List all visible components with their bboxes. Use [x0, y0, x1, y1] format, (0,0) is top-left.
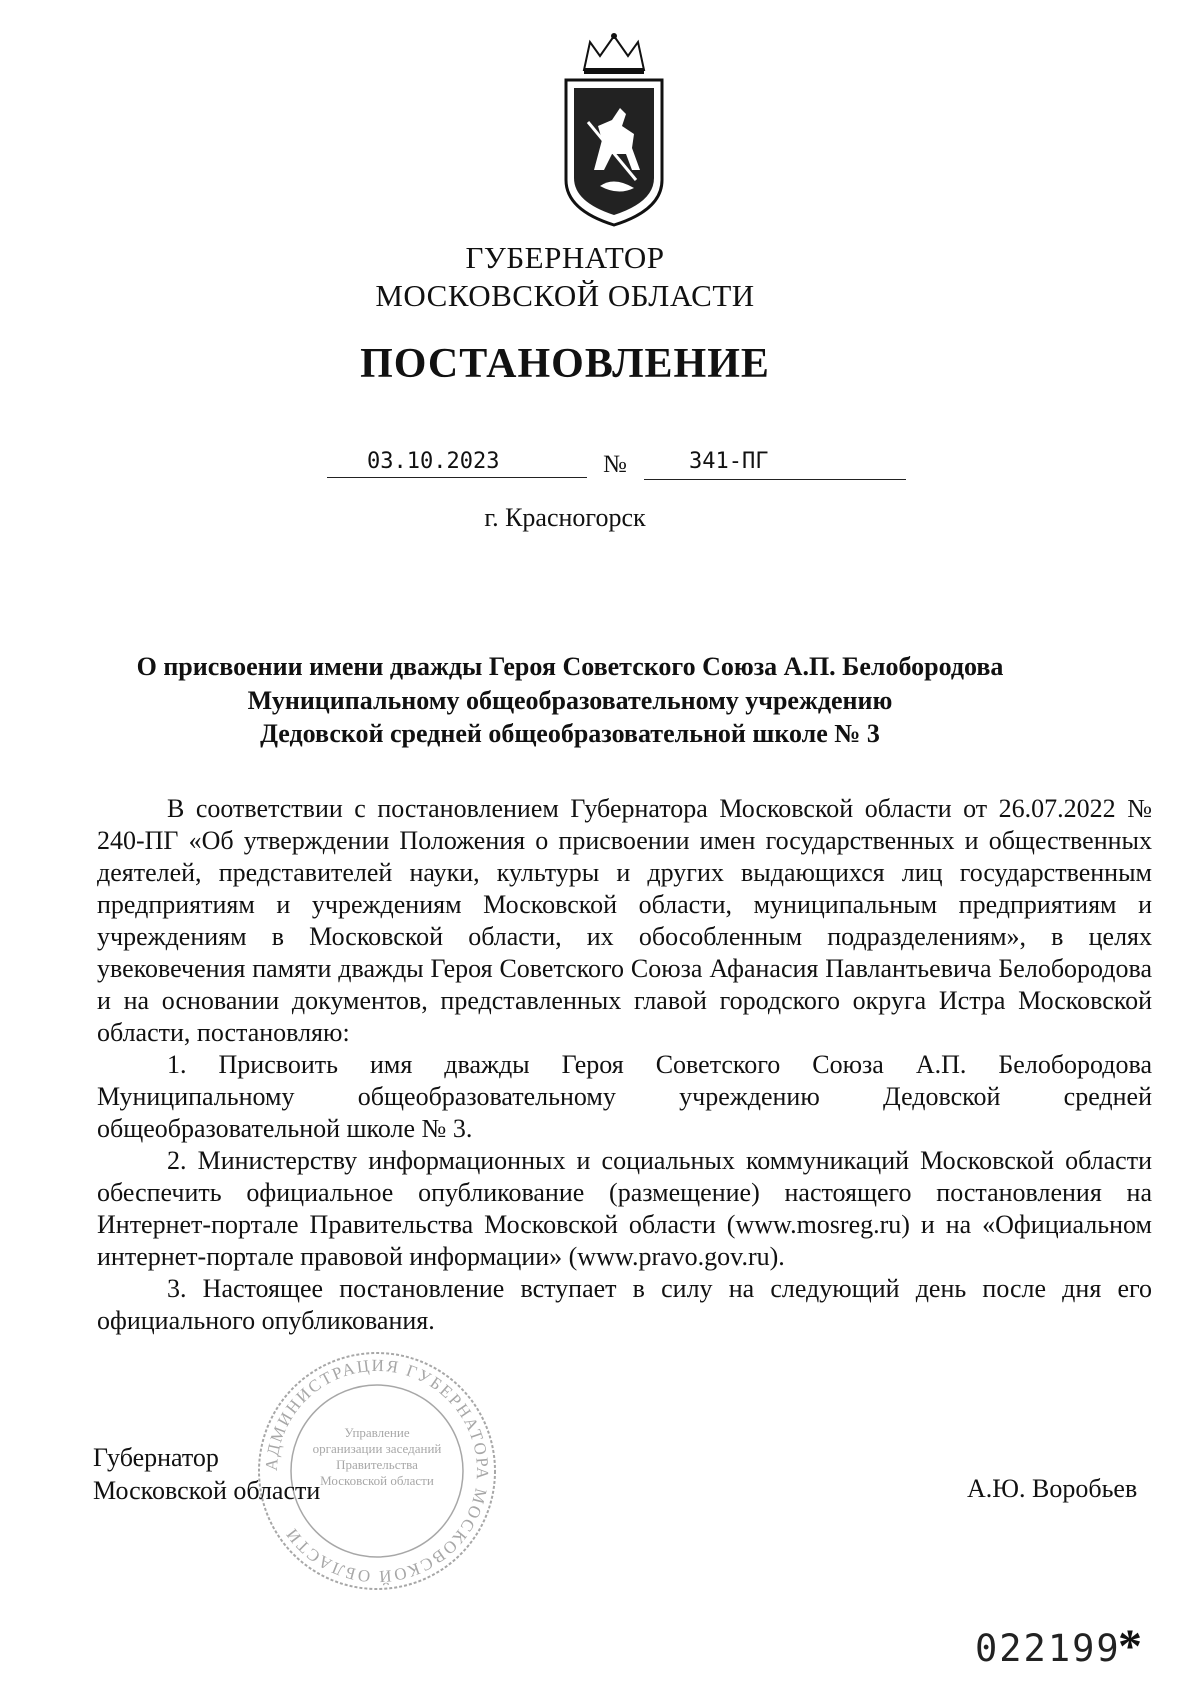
subject-line-2: Муниципальному общеобразовательному учреждению — [247, 686, 893, 715]
coat-of-arms-icon — [554, 30, 674, 230]
item-2-paragraph: 2. Министерству информационных и социальных коммуникаций Московской области обеспечить официальное опубликование (размещение) настоящего постановления на Интернет-портале Правительства Московской области (www.mosreg.ru) и на «Официальном интернет-портале правовой информации» (www.pravo.gov.ru). — [97, 1146, 1152, 1271]
serial-number: 022199 — [975, 1627, 1121, 1670]
date-underline — [327, 477, 587, 478]
issuer-line-2: МОСКОВСКОЙ ОБЛАСТИ — [375, 278, 755, 313]
number-sign: № — [603, 451, 627, 478]
document-date: 03.10.2023 — [367, 449, 500, 474]
signatory-title-line-2: Московской области — [93, 1476, 321, 1505]
signatory-title — [93, 1441, 320, 1507]
number-underline — [644, 479, 906, 480]
signatory-name: А.Ю. Воробьев — [967, 1474, 1138, 1503]
seal-outer-text: АДМИНИСТРАЦИЯ ГУБЕРНАТОРА МОСКОВСКОЙ ОБЛАСТИ — [261, 1355, 493, 1587]
subject-line-1: О присвоении имени дважды Героя Советского Союза А.П. Белобородова — [136, 652, 1004, 681]
document-type-heading: ПОСТАНОВЛЕНИЕ — [360, 341, 770, 387]
issuer-line-1: ГУБЕРНАТОР — [465, 240, 665, 275]
document-body — [97, 793, 1152, 1337]
place-of-issue: г. Красногорск — [484, 503, 646, 532]
signatory-title-line-1: Губернатор — [93, 1443, 219, 1472]
subject-line-3: Дедовской средней общеобразовательной школе № 3 — [260, 719, 880, 748]
item-1-paragraph: 1. Присвоить имя дважды Героя Советского Союза А.П. Белобородова Муниципальному общеобразовательному учреждению Дедовской средней общеобразовательной школе № 3. — [97, 1050, 1152, 1143]
document-number: 341-ПГ — [689, 449, 769, 474]
asterisk-mark: * — [1118, 1620, 1142, 1673]
preamble-paragraph: В соответствии с постановлением Губернатора Московской области от 26.07.2022 № 240-ПГ «Об утверждении Положения о присвоении имен государственных и общественных деятелей, представителей науки, культуры и других выдающихся лиц государственным предприятиям и учреждениям Московской области, муниципальным предприятиям и учреждениям в Московской области, их обособленным подразделениям», в целях увековечения памяти дважды Героя Советского Союза Афанасия Павлантьевича Белобородова и на основании документов, представленных главой городского округа Истра Московской области, постановляю: — [97, 794, 1152, 1047]
item-3-paragraph: 3. Настоящее постановление вступает в силу на следующий день после дня его официального опубликования. — [97, 1274, 1152, 1335]
seal-inner-text: Управление организации заседаний Правительства Московской области — [312, 1425, 442, 1488]
